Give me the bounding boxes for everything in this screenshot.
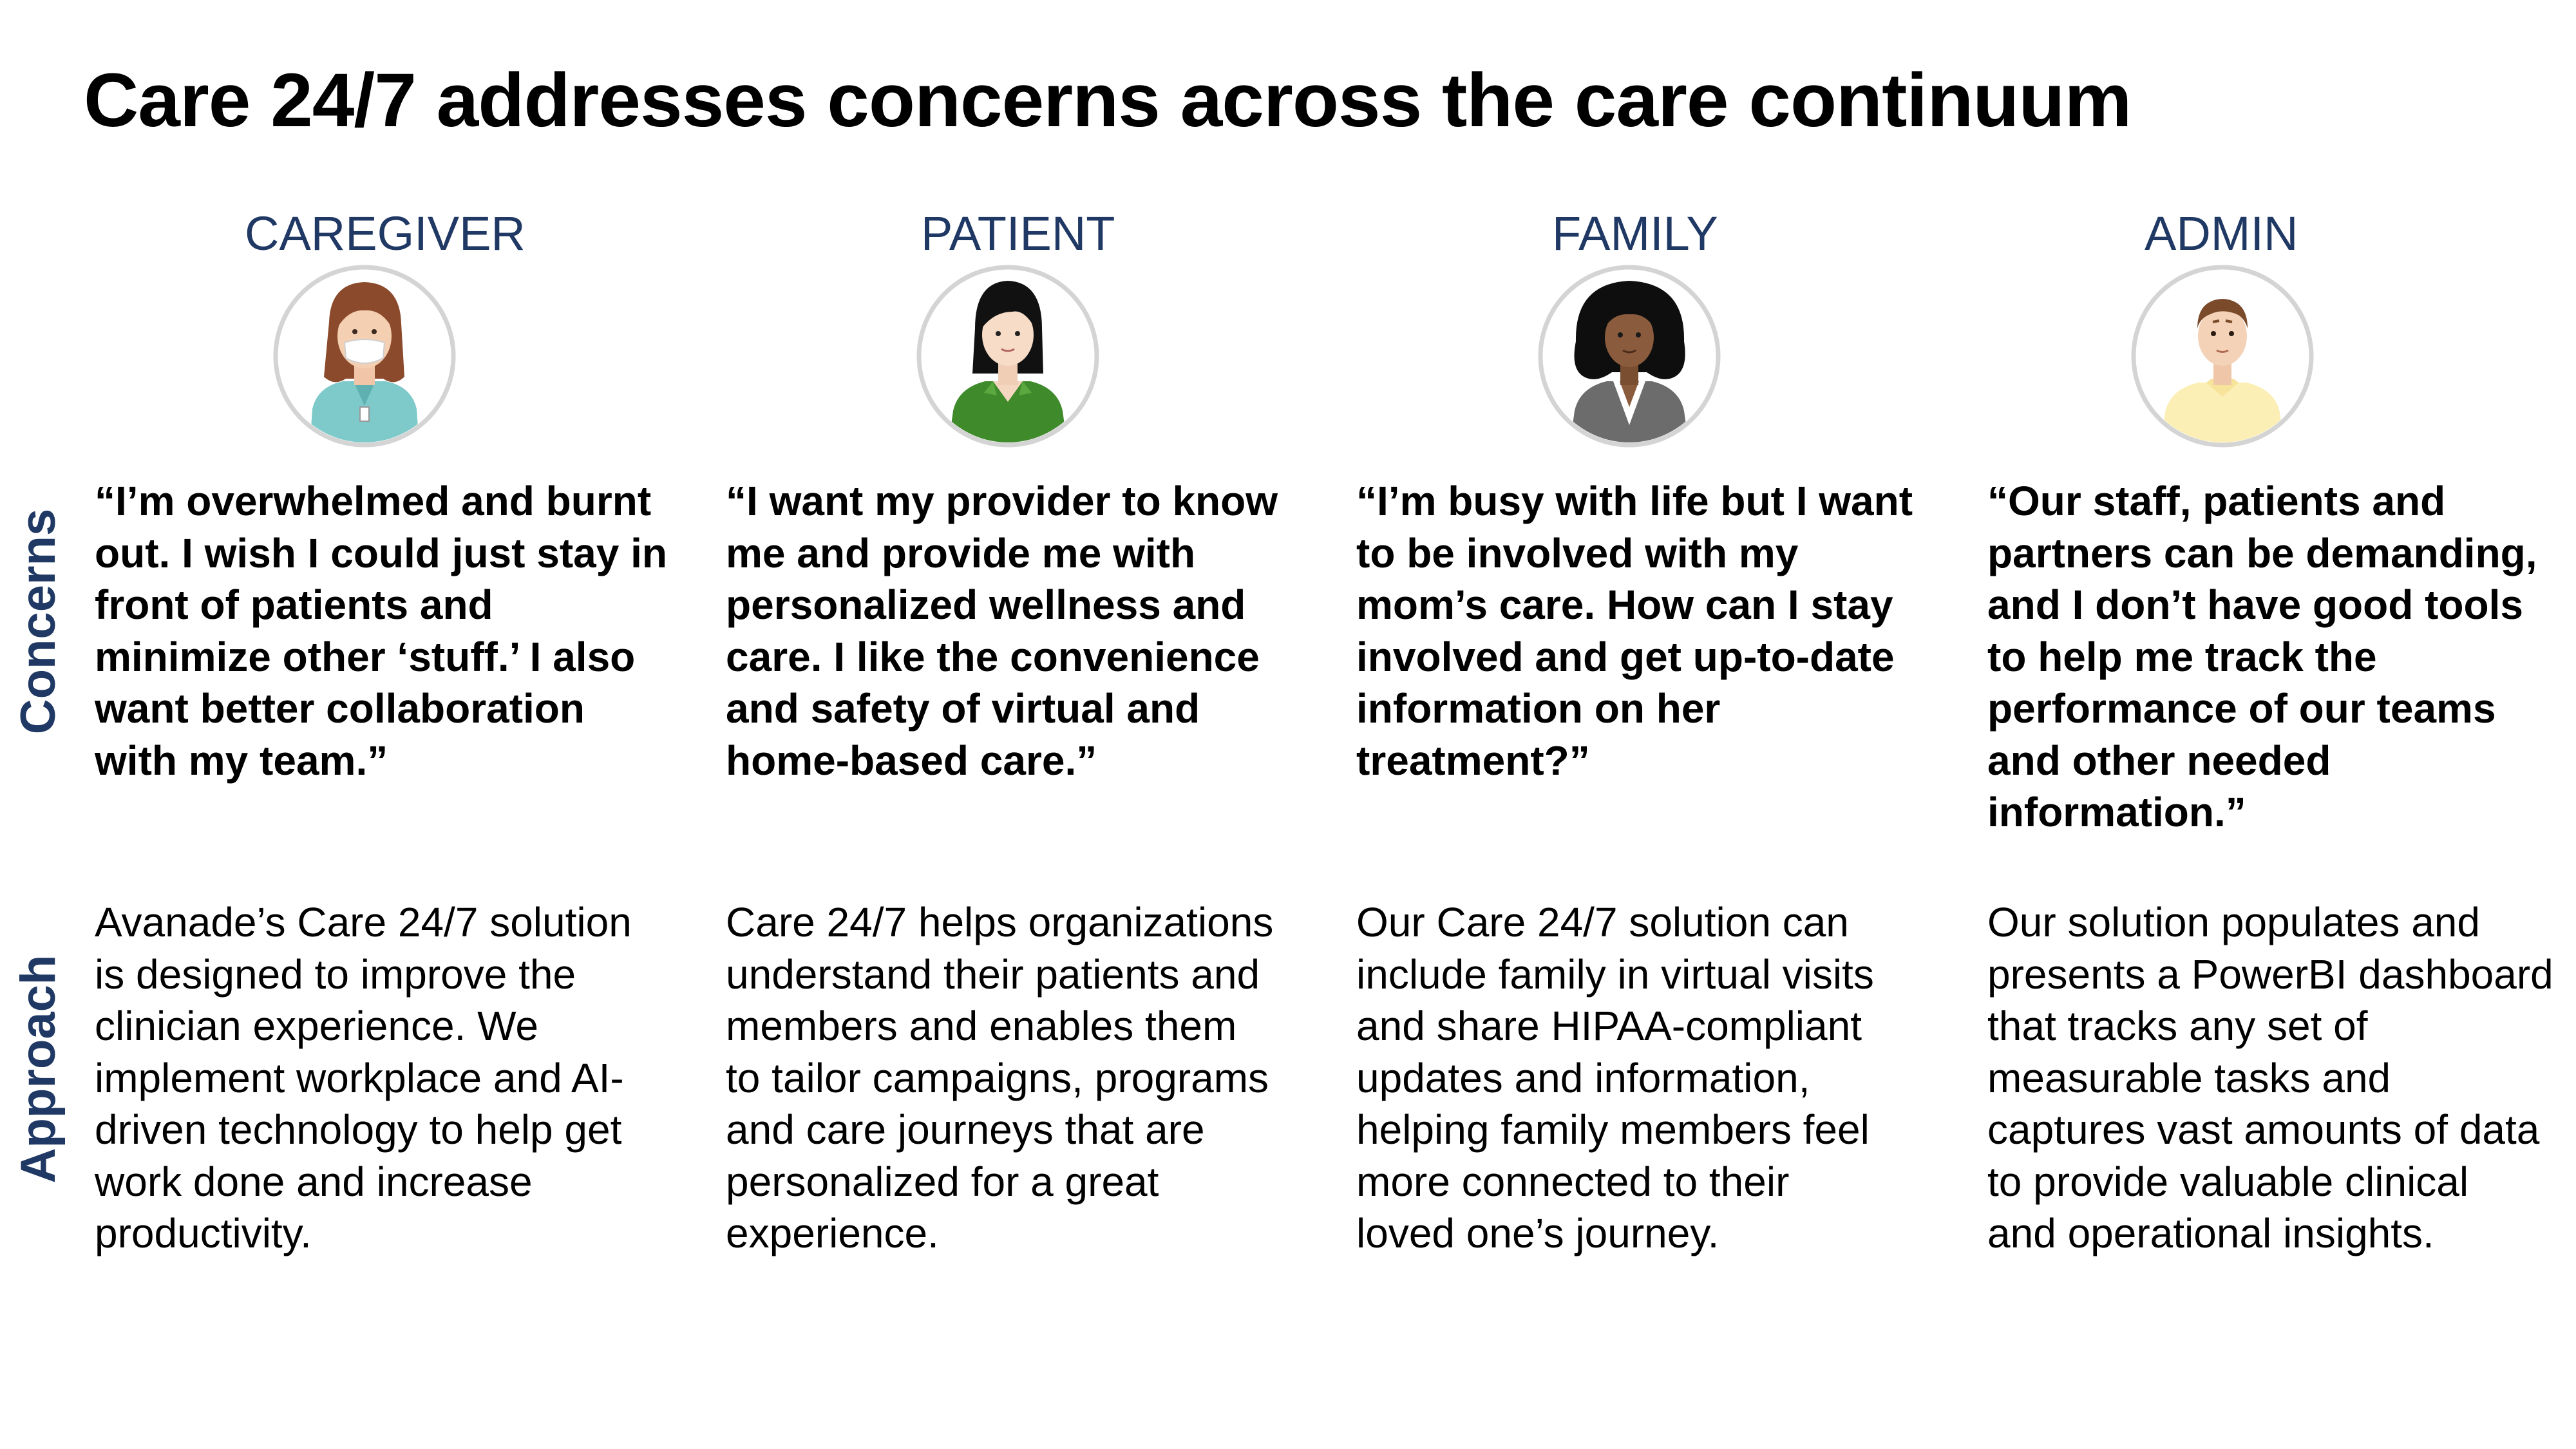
approach-text: Our solution populates and presents a PowerBI dashboard that tracks any set of measurable tasks and captures vast amounts of data to provide valuable clinical and operational insights. bbox=[1987, 899, 2553, 1256]
page-title: Care 24/7 addresses concerns across the care continuum bbox=[84, 58, 2132, 143]
persona-role: FAMILY bbox=[1552, 207, 1718, 260]
concern-quote: “I’m busy with life but I want to be involved with my mom’s care. How can I stay involved and get up-to-date information on her treatment?” bbox=[1356, 478, 1913, 784]
row-label-concerns: Concerns bbox=[11, 508, 66, 735]
approach-text: Care 24/7 helps organizations understand their patients and members and enables them to tailor campaigns, programs and care journeys that are personalized for a great experience. bbox=[726, 899, 1274, 1256]
concern-quote: “Our staff, patients and partners can be demanding, and I don’t have good tools to help me track the performance of our teams and other needed information.” bbox=[1987, 478, 2537, 835]
persona-role: CAREGIVER bbox=[245, 207, 526, 260]
row-label-approach: Approach bbox=[11, 954, 66, 1184]
caregiver-avatar-icon bbox=[272, 264, 457, 448]
persona-role: ADMIN bbox=[2145, 207, 2298, 260]
admin-avatar-icon bbox=[2130, 264, 2315, 448]
approach-text: Our Care 24/7 solution can include family in virtual visits and share HIPAA-compliant updates and information, helping family members feel more connected to their loved one’s journey. bbox=[1356, 899, 1874, 1256]
concern-quote: “I want my provider to know me and provide me with personalized wellness and care. I like the convenience and safety of virtual and home-based care.” bbox=[726, 478, 1278, 784]
approach-text: Avanade’s Care 24/7 solution is designed to improve the clinician experience. We implement workplace and AI- driven technology to help get work done and increase productivity. bbox=[95, 899, 632, 1256]
persona-role: PATIENT bbox=[921, 207, 1115, 260]
concern-quote: “I’m overwhelmed and burnt out. I wish I could just stay in front of patients and minimize other ‘stuff.’ I also want better collaboration with my team.” bbox=[95, 478, 667, 784]
patient-avatar-icon bbox=[916, 264, 1100, 448]
family-avatar-icon bbox=[1537, 264, 1721, 448]
